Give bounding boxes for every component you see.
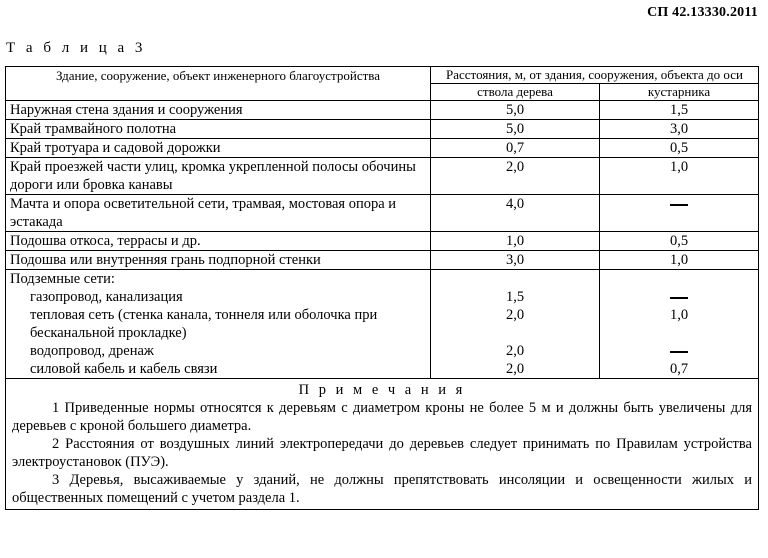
- underground-bush-value: 0,7: [669, 361, 689, 377]
- notes-cell: [6, 379, 759, 510]
- table-title: Т а б л и ц а 3: [6, 40, 146, 56]
- header-distance: Расстояния, м, от здания, сооружения, объекта до оси: [431, 67, 759, 84]
- row-name: Подошва откоса, террасы и др.: [6, 232, 431, 251]
- table-row: [6, 120, 759, 139]
- underground-tree-value: 2,0: [505, 361, 525, 377]
- underground-tree-value: 2,0: [505, 343, 525, 359]
- underground-item: силовой кабель и кабель связи: [30, 361, 218, 377]
- dash-mark: [670, 297, 688, 299]
- dash-mark: [670, 351, 688, 353]
- row-bush-value: 1,0: [600, 158, 759, 195]
- table-row: [6, 139, 759, 158]
- table-row: [6, 101, 759, 120]
- row-tree-value: 3,0: [431, 251, 600, 270]
- row-tree-value: 1,0: [431, 232, 600, 251]
- underground-row: [6, 270, 759, 379]
- document-code: СП 42.13330.2011: [647, 5, 758, 20]
- row-name: Край тротуара и садовой дорожки: [6, 139, 431, 158]
- underground-item: тепловая сеть (стенка канала, тоннеля или оболочка при бесканальной прокладке): [30, 307, 378, 341]
- table-row: [6, 251, 759, 270]
- table-row: [6, 158, 759, 195]
- table-row: [6, 232, 759, 251]
- table-header-row: [6, 67, 759, 84]
- row-bush-value: 0,5: [600, 139, 759, 158]
- note-item: 3 Деревья, высаживаемые у зданий, не должны препятствовать инсоляции и освещенности жилых и общественных помещений с учетом раздела 1.: [12, 472, 752, 506]
- row-name: Край трамвайного полотна: [6, 120, 431, 139]
- header-tree: ствола дерева: [431, 84, 600, 101]
- underground-bush-values: [600, 270, 759, 379]
- note-item: 2 Расстояния от воздушных линий электропередачи до деревьев следует принимать по Правилам устройства электроустановок (ПУЭ).: [12, 436, 752, 470]
- row-name: Наружная стена здания и сооружения: [6, 101, 431, 120]
- underground-bush-value: [604, 288, 754, 306]
- row-bush-value: 1,5: [600, 101, 759, 120]
- row-tree-value: 5,0: [431, 101, 600, 120]
- notes-row: [6, 379, 759, 510]
- row-name: Подошва или внутренняя грань подпорной стенки: [6, 251, 431, 270]
- underground-item: водопровод, дренаж: [30, 343, 154, 359]
- underground-title: Подземные сети:: [10, 271, 115, 287]
- norms-table: [5, 66, 759, 510]
- notes-title: П р и м е ч а н и я: [298, 382, 466, 398]
- row-bush-value: 3,0: [600, 120, 759, 139]
- row-bush-value: 1,0: [600, 251, 759, 270]
- row-name: Мачта и опора осветительной сети, трамвая, мостовая опора и эстакада: [6, 195, 431, 232]
- row-bush-value: [600, 195, 759, 232]
- underground-bush-value: [604, 342, 754, 360]
- underground-tree-value: 2,0: [505, 307, 525, 323]
- dash-mark: [670, 204, 688, 206]
- underground-item: газопровод, канализация: [30, 289, 183, 305]
- underground-tree-values: [431, 270, 600, 379]
- header-object: Здание, сооружение, объект инженерного благоустройства: [6, 67, 431, 101]
- underground-bush-value: 1,0: [669, 307, 689, 323]
- table-row: [6, 195, 759, 232]
- note-item: 1 Приведенные нормы относятся к деревьям с диаметром кроны не более 5 м и должны быть увеличены для деревьев с кроной большего диаметра.: [12, 400, 752, 434]
- row-name: Край проезжей части улиц, кромка укрепленной полосы обочины дороги или бровка канавы: [6, 158, 431, 195]
- row-tree-value: 2,0: [431, 158, 600, 195]
- row-tree-value: 5,0: [431, 120, 600, 139]
- header-bush: кустарника: [600, 84, 759, 101]
- row-tree-value: 4,0: [431, 195, 600, 232]
- underground-tree-value: 1,5: [505, 289, 525, 305]
- row-tree-value: 0,7: [431, 139, 600, 158]
- underground-names: [6, 270, 431, 379]
- row-bush-value: 0,5: [600, 232, 759, 251]
